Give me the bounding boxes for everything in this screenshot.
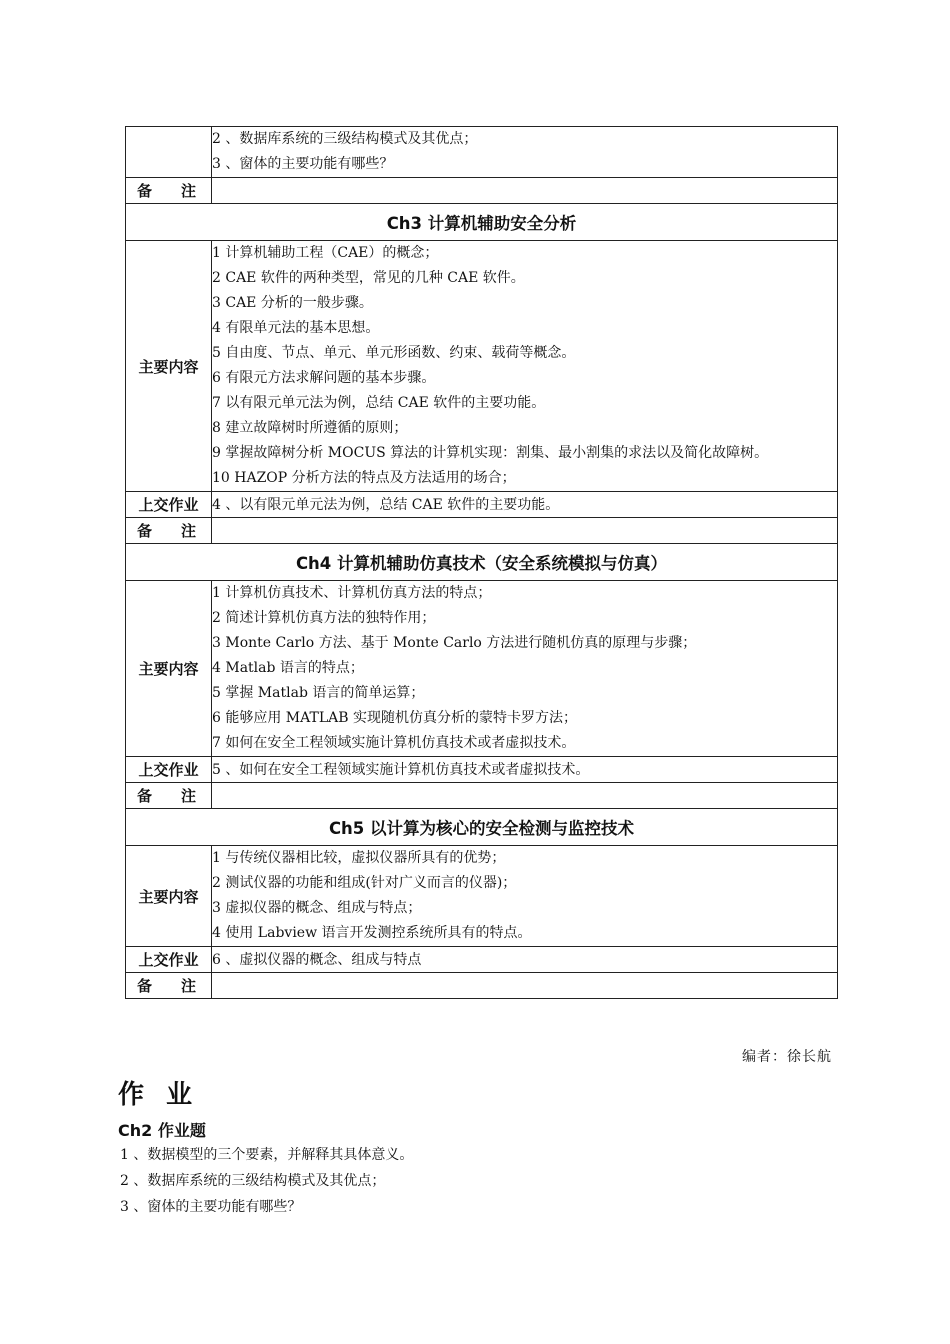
homework-row bbox=[126, 947, 838, 973]
remark-row bbox=[126, 518, 838, 544]
remark-content bbox=[212, 518, 838, 544]
homework-content: 6 、虚拟仪器的概念、组成与特点 bbox=[212, 947, 838, 973]
list-item: 2 、数据库系统的三级结构模式及其优点； bbox=[212, 131, 478, 147]
editor-credit: 编者：徐长航 bbox=[742, 1049, 832, 1065]
list-item: 3 、窗体的主要功能有哪些？ bbox=[212, 156, 394, 172]
list-item: 4 有限单元法的基本思想。 bbox=[212, 320, 380, 336]
chapter-header-row bbox=[126, 204, 838, 241]
main-content-label: 主要内容 bbox=[126, 241, 212, 492]
homework-content: 4 、以有限元单元法为例，总结 CAE 软件的主要功能。 bbox=[212, 492, 838, 518]
list-item: 1 与传统仪器相比较，虚拟仪器所具有的优势； bbox=[212, 850, 506, 866]
main-content-label: 主要内容 bbox=[126, 581, 212, 757]
list-item: 3 虚拟仪器的概念、组成与特点； bbox=[212, 900, 422, 916]
homework-label: 上交作业 bbox=[126, 757, 212, 783]
list-item: 3 CAE 分析的一般步骤。 bbox=[212, 295, 373, 311]
list-item: 5 掌握 Matlab 语言的简单运算； bbox=[212, 685, 425, 701]
main-content-label: 主要内容 bbox=[126, 846, 212, 947]
homework-content: 5 、如何在安全工程领域实施计算机仿真技术或者虚拟技术。 bbox=[212, 757, 838, 783]
homework-list bbox=[120, 1142, 413, 1220]
continuation-content bbox=[212, 127, 838, 178]
list-item: 3 、窗体的主要功能有哪些？ bbox=[120, 1199, 302, 1215]
main-content-list bbox=[212, 241, 838, 492]
remark-label: 备 注 bbox=[126, 783, 212, 809]
remark-row bbox=[126, 178, 838, 204]
chapter-header-row bbox=[126, 544, 838, 581]
list-item: 7 以有限元单元法为例，总结 CAE 软件的主要功能。 bbox=[212, 395, 546, 411]
list-item: 2 测试仪器的功能和组成(针对广义而言的仪器)； bbox=[212, 875, 517, 891]
list-item: 9 掌握故障树分析 MOCUS 算法的计算机实现：割集、最小割集的求法以及简化故障树。 bbox=[212, 445, 769, 461]
list-item: 2 、数据库系统的三级结构模式及其优点； bbox=[120, 1173, 386, 1189]
chapter-header-row bbox=[126, 809, 838, 846]
list-item: 4 Matlab 语言的特点； bbox=[212, 660, 364, 676]
list-item: 6 有限元方法求解问题的基本步骤。 bbox=[212, 370, 436, 386]
homework-row bbox=[126, 492, 838, 518]
remark-content bbox=[212, 973, 838, 999]
homework-label: 上交作业 bbox=[126, 947, 212, 973]
chapter-title: Ch4 计算机辅助仿真技术（安全系统模拟与仿真） bbox=[126, 544, 838, 581]
remark-content bbox=[212, 783, 838, 809]
chapter-title: Ch5 以计算为核心的安全检测与监控技术 bbox=[126, 809, 838, 846]
continuation-label-cell bbox=[126, 127, 212, 178]
list-item: 7 如何在安全工程领域实施计算机仿真技术或者虚拟技术。 bbox=[212, 735, 576, 751]
list-item: 2 简述计算机仿真方法的独特作用； bbox=[212, 610, 436, 626]
homework-subheading: Ch2 作业题 bbox=[118, 1121, 206, 1140]
remark-label: 备 注 bbox=[126, 178, 212, 204]
homework-label: 上交作业 bbox=[126, 492, 212, 518]
remark-label: 备 注 bbox=[126, 518, 212, 544]
list-item: 1 计算机辅助工程（CAE）的概念； bbox=[212, 245, 439, 261]
list-item: 3 Monte Carlo 方法、基于 Monte Carlo 方法进行随机仿真的原理与步骤； bbox=[212, 635, 697, 651]
remark-content bbox=[212, 178, 838, 204]
main-content-row bbox=[126, 241, 838, 492]
list-item: 2 CAE 软件的两种类型，常见的几种 CAE 软件。 bbox=[212, 270, 525, 286]
list-item: 4 使用 Labview 语言开发测控系统所具有的特点。 bbox=[212, 925, 532, 941]
main-content-row bbox=[126, 581, 838, 757]
list-item: 5 自由度、节点、单元、单元形函数、约束、载荷等概念。 bbox=[212, 345, 576, 361]
list-item: 1 、数据模型的三个要素，并解释其具体意义。 bbox=[120, 1147, 414, 1163]
continuation-row bbox=[126, 127, 838, 178]
list-item: 1 计算机仿真技术、计算机仿真方法的特点； bbox=[212, 585, 492, 601]
list-item: 8 建立故障树时所遵循的原则； bbox=[212, 420, 408, 436]
remark-row bbox=[126, 973, 838, 999]
main-content-row bbox=[126, 846, 838, 947]
list-item: 6 能够应用 MATLAB 实现随机仿真分析的蒙特卡罗方法； bbox=[212, 710, 577, 726]
list-item: 10 HAZOP 分析方法的特点及方法适用的场合； bbox=[212, 470, 516, 486]
remark-row bbox=[126, 783, 838, 809]
main-content-list bbox=[212, 581, 838, 757]
homework-heading: 作业 bbox=[118, 1080, 215, 1110]
homework-row bbox=[126, 757, 838, 783]
chapter-title: Ch3 计算机辅助安全分析 bbox=[126, 204, 838, 241]
syllabus-table bbox=[125, 126, 838, 999]
remark-label: 备 注 bbox=[126, 973, 212, 999]
main-content-list bbox=[212, 846, 838, 947]
